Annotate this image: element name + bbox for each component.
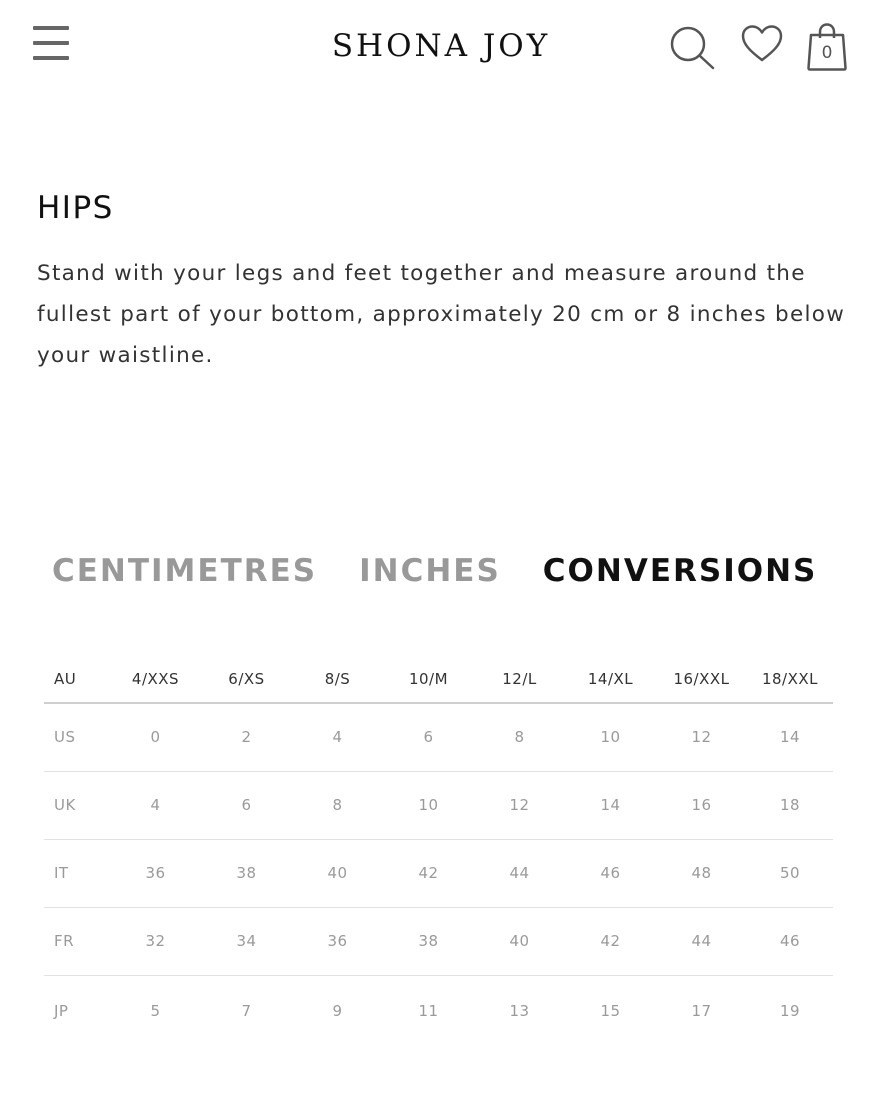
menu-bar [33, 26, 69, 30]
table-row [44, 703, 833, 771]
table-cell: 13 [509, 1002, 530, 1021]
column-header: 12/L [474, 655, 565, 703]
table-cell: 44 [474, 839, 565, 907]
table-cell: 34 [201, 907, 292, 975]
table-cell: 46 [747, 907, 833, 975]
table-cell: 44 [656, 907, 747, 975]
table-cell: 46 [565, 839, 656, 907]
table-cell: 6 [383, 703, 474, 771]
table-header-row [44, 655, 833, 703]
table-cell: 17 [691, 1002, 712, 1021]
table-cell: 42 [383, 839, 474, 907]
column-header: 4/XXS [110, 655, 201, 703]
table-cell: 9 [332, 1002, 343, 1021]
table-cell: 14 [565, 771, 656, 839]
column-header: 10/M [383, 655, 474, 703]
tab-inches[interactable]: INCHES [359, 553, 501, 589]
site-header [0, 0, 880, 90]
table-cell: 10 [383, 771, 474, 839]
column-header: 6/XS [201, 655, 292, 703]
unit-tabs [52, 548, 817, 594]
row-label: IT [44, 839, 110, 907]
table-cell: 0 [110, 703, 201, 771]
brand-logo[interactable]: SHONA JOY [331, 28, 551, 64]
size-conversion-table [44, 655, 833, 1047]
column-header: 14/XL [565, 655, 656, 703]
table-cell: 16 [656, 771, 747, 839]
bag-item-count: 0 [821, 43, 833, 63]
search-icon[interactable] [668, 24, 716, 70]
table-cell: 38 [201, 839, 292, 907]
table-cell: 38 [383, 907, 474, 975]
row-label: US [44, 703, 110, 771]
row-label: FR [44, 907, 110, 975]
table-row [44, 907, 833, 975]
table-row [44, 975, 833, 1047]
row-label: UK [44, 771, 110, 839]
table-cell: 8 [474, 703, 565, 771]
column-header: 18/XXL [747, 655, 833, 703]
table-cell: 5 [150, 1002, 161, 1021]
table-cell: 7 [241, 1002, 252, 1021]
table-cell: 19 [779, 1002, 801, 1021]
heart-icon[interactable] [740, 24, 784, 64]
tab-conversions[interactable]: CONVERSIONS [542, 553, 818, 589]
hamburger-menu-icon[interactable] [33, 26, 69, 60]
section-title: HIPS [37, 190, 114, 226]
table-cell: 14 [747, 703, 833, 771]
table-row [44, 839, 833, 907]
table-row [44, 771, 833, 839]
column-header: 8/S [292, 655, 383, 703]
table-cell: 18 [747, 771, 833, 839]
table-cell: 42 [565, 907, 656, 975]
table-cell: 12 [474, 771, 565, 839]
table-cell: 4 [292, 703, 383, 771]
column-header: 16/XXL [656, 655, 747, 703]
tab-centimetres[interactable]: CENTIMETRES [52, 553, 318, 589]
table-cell: 48 [656, 839, 747, 907]
table-cell: 40 [292, 839, 383, 907]
table-cell: 36 [110, 839, 201, 907]
table-cell: 40 [474, 907, 565, 975]
menu-bar [33, 56, 69, 60]
table-cell: 11 [418, 1002, 439, 1021]
table-cell: 50 [747, 839, 833, 907]
row-label: JP [54, 1002, 69, 1021]
shopping-bag-icon[interactable] [806, 22, 848, 72]
table-cell: 4 [110, 771, 201, 839]
column-header: AU [44, 655, 110, 703]
menu-bar [33, 41, 69, 45]
table-cell: 12 [656, 703, 747, 771]
table-cell: 32 [110, 907, 201, 975]
table-cell: 15 [600, 1002, 621, 1021]
table-cell: 6 [201, 771, 292, 839]
table-cell: 10 [565, 703, 656, 771]
table-cell: 36 [292, 907, 383, 975]
table-cell: 8 [292, 771, 383, 839]
measurement-instructions: Stand with your legs and feet together and measure around the fullest part of your bottom, approximately 20 cm or 8 inches below your waistline. [37, 261, 846, 368]
table-cell: 2 [201, 703, 292, 771]
